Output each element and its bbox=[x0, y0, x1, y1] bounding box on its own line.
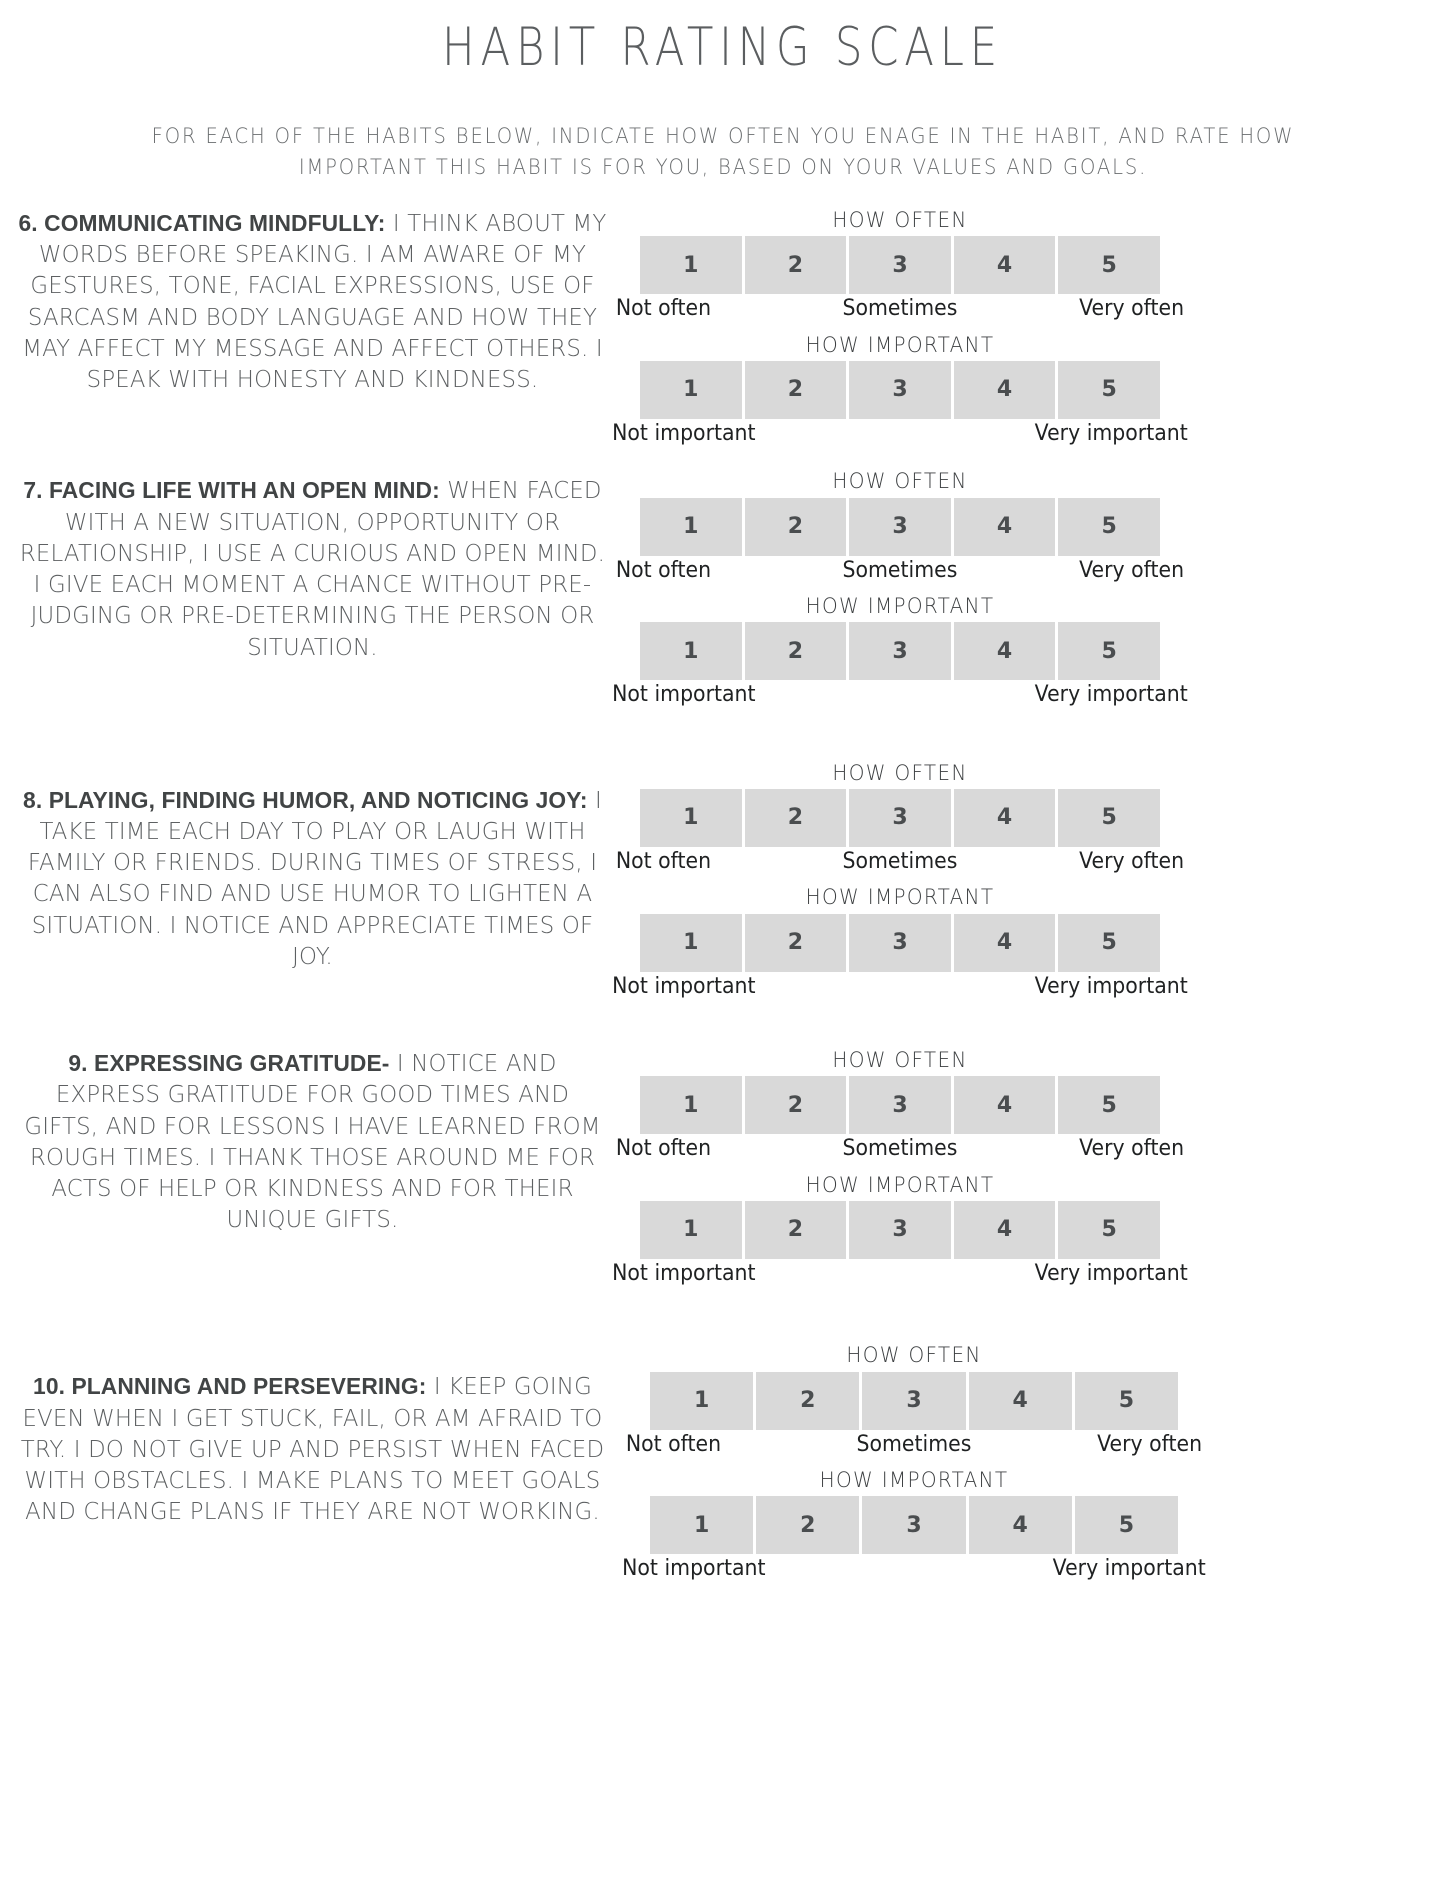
scale-block-important bbox=[622, 1468, 1206, 1583]
scale-cell-important-2[interactable]: 2 bbox=[745, 361, 847, 419]
scale-cell-often-1[interactable]: 1 bbox=[640, 498, 742, 556]
legend-very-often: Very often bbox=[1097, 1431, 1203, 1457]
scale-cell-important-1[interactable]: 1 bbox=[640, 622, 742, 680]
scale-cell-important-4[interactable]: 4 bbox=[954, 361, 1056, 419]
habit-title: PLANNING AND PERSEVERING: bbox=[71, 1373, 427, 1400]
habit-number: 9. bbox=[68, 1050, 88, 1077]
legend-not-important: Not important bbox=[612, 682, 756, 708]
habit-number: 10. bbox=[33, 1373, 66, 1400]
legend-not-often: Not often bbox=[625, 1431, 722, 1457]
legend-not-important: Not important bbox=[612, 1260, 756, 1286]
scale-cell-important-5[interactable]: 5 bbox=[1058, 361, 1160, 419]
legend-not-often: Not often bbox=[615, 557, 712, 583]
scale-legend-often bbox=[615, 556, 1185, 585]
habit-body: I TAKE TIME EACH DAY TO PLAY OR LAUGH WITH FAMILY OR FRIENDS. DURING TIMES OF STRESS, I CAN ALSO FIND AND USE HUMOR TO LIGHTEN A SITUATION. I NOTICE AND APPRECIATE TIMES OF JOY. bbox=[27, 785, 602, 970]
scale-legend-important bbox=[612, 1259, 1188, 1288]
scale-cell-often-4[interactable]: 4 bbox=[954, 789, 1056, 847]
habit-row bbox=[0, 469, 1445, 708]
scale-block-important bbox=[612, 885, 1188, 1000]
legend-not-often: Not often bbox=[615, 1136, 712, 1162]
legend-not-important: Not important bbox=[622, 1556, 766, 1582]
scale-cell-often-1[interactable]: 1 bbox=[640, 1076, 742, 1134]
scale-cell-important-5[interactable]: 5 bbox=[1058, 914, 1160, 972]
scale-cell-important-5[interactable]: 5 bbox=[1058, 1201, 1160, 1259]
scale-cell-often-3[interactable]: 3 bbox=[849, 1076, 951, 1134]
scale-cell-important-2[interactable]: 2 bbox=[756, 1496, 859, 1554]
page-title: HABIT RATING SCALE bbox=[442, 17, 1003, 78]
scale-block-often bbox=[625, 1343, 1203, 1458]
legend-sometimes: Sometimes bbox=[842, 848, 958, 874]
scale-block-important bbox=[612, 332, 1188, 448]
scale-table-often[interactable] bbox=[640, 236, 1160, 294]
scale-block-often bbox=[615, 207, 1185, 323]
legend-sometimes: Sometimes bbox=[856, 1431, 972, 1457]
scale-cell-often-2[interactable]: 2 bbox=[756, 1372, 859, 1430]
scale-table-important[interactable] bbox=[650, 1496, 1178, 1554]
scale-cell-often-2[interactable]: 2 bbox=[745, 498, 847, 556]
scale-cell-important-5[interactable]: 5 bbox=[1075, 1496, 1178, 1554]
habit-body: WHEN FACED WITH A NEW SITUATION, OPPORTUNITY OR RELATIONSHIP, I USE A CURIOUS AND OPEN MIND. I GIVE EACH MOMENT A CHANCE WITHOUT PRE-JUDGING OR PRE-DETERMINING THE PERSON OR SITUATION. bbox=[19, 476, 606, 661]
scale-cell-often-4[interactable]: 4 bbox=[969, 1372, 1072, 1430]
scale-legend-important bbox=[612, 680, 1188, 709]
how-important-caption: HOW IMPORTANT bbox=[805, 885, 995, 910]
habit-title: PLAYING, FINDING HUMOR, AND NOTICING JOY: bbox=[48, 786, 588, 813]
legend-not-often: Not often bbox=[615, 848, 712, 874]
habit-number: 7. bbox=[23, 477, 43, 504]
scale-block-often bbox=[615, 469, 1185, 584]
scale-table-important[interactable] bbox=[640, 1201, 1160, 1259]
legend-very-important: Very important bbox=[1034, 1260, 1188, 1286]
how-often-caption: HOW OFTEN bbox=[832, 1048, 968, 1073]
legend-very-often: Very often bbox=[1079, 557, 1185, 583]
scale-cell-important-2[interactable]: 2 bbox=[745, 914, 847, 972]
how-important-caption: HOW IMPORTANT bbox=[819, 1468, 1009, 1493]
habit-title: FACING LIFE WITH AN OPEN MIND: bbox=[48, 477, 440, 504]
scale-cell-often-3[interactable]: 3 bbox=[862, 1372, 965, 1430]
legend-not-important: Not important bbox=[612, 973, 756, 999]
scale-legend-important bbox=[622, 1554, 1206, 1583]
legend-very-important: Very important bbox=[1034, 682, 1188, 708]
habit-rating-sheet bbox=[0, 18, 1445, 1583]
legend-very-important: Very important bbox=[1034, 420, 1188, 446]
legend-not-important: Not important bbox=[612, 420, 756, 446]
legend-very-important: Very important bbox=[1034, 973, 1188, 999]
habit-description-10 bbox=[9, 1371, 615, 1527]
habit-row bbox=[0, 1048, 1445, 1287]
scale-cell-often-5[interactable]: 5 bbox=[1058, 1076, 1160, 1134]
scale-cell-important-3[interactable]: 3 bbox=[862, 1496, 965, 1554]
habit-description-9 bbox=[9, 1048, 615, 1236]
scale-cell-often-1[interactable]: 1 bbox=[650, 1372, 753, 1430]
habit-title: EXPRESSING GRATITUDE- bbox=[94, 1050, 390, 1077]
legend-very-important: Very important bbox=[1052, 1556, 1206, 1582]
scale-cell-often-5[interactable]: 5 bbox=[1058, 498, 1160, 556]
habit-list bbox=[0, 208, 1445, 1583]
scale-legend-often bbox=[625, 1430, 1203, 1459]
scale-cell-often-3[interactable]: 3 bbox=[849, 498, 951, 556]
habit-row bbox=[0, 761, 1445, 1000]
scale-cell-often-2[interactable]: 2 bbox=[745, 1076, 847, 1134]
how-often-caption: HOW OFTEN bbox=[832, 469, 968, 494]
scale-spacer bbox=[625, 584, 1445, 594]
page-subtitle: FOR EACH OF THE HABITS BELOW, INDICATE HOW OFTEN YOU ENAGE IN THE HABIT, AND RATE HOW IMPORTANT THIS HABIT IS FOR YOU, BASED ON YOUR VALUES AND GOALS. bbox=[151, 123, 1294, 180]
how-important-caption: HOW IMPORTANT bbox=[805, 1172, 995, 1197]
scale-legend-important bbox=[612, 972, 1188, 1001]
scale-legend-often bbox=[615, 847, 1185, 876]
habit-scales bbox=[622, 1343, 1445, 1582]
scale-cell-often-4[interactable]: 4 bbox=[954, 498, 1056, 556]
legend-not-often: Not often bbox=[615, 296, 712, 322]
scale-cell-important-3[interactable]: 3 bbox=[849, 1201, 951, 1259]
scale-legend-important bbox=[612, 419, 1188, 448]
habit-body: I KEEP GOING EVEN WHEN I GET STUCK, FAIL, OR AM AFRAID TO TRY. I DO NOT GIVE UP AND PERSIST WHEN FACED WITH OBSTACLES. I MAKE PLANS TO MEET GOALS AND CHANGE PLANS IF THEY ARE NOT WORKING. bbox=[20, 1372, 605, 1526]
scale-cell-important-4[interactable]: 4 bbox=[954, 914, 1056, 972]
habit-scales bbox=[612, 207, 1445, 447]
habit-description-7 bbox=[9, 475, 615, 663]
habit-heading bbox=[68, 1050, 389, 1076]
scale-cell-often-5[interactable]: 5 bbox=[1058, 236, 1160, 294]
scale-cell-often-1[interactable]: 1 bbox=[640, 789, 742, 847]
habit-title: COMMUNICATING MINDFULLY: bbox=[44, 209, 386, 236]
scale-cell-often-4[interactable]: 4 bbox=[954, 236, 1056, 294]
scale-cell-often-3[interactable]: 3 bbox=[849, 236, 951, 294]
habit-scales bbox=[612, 1048, 1445, 1287]
scale-cell-often-4[interactable]: 4 bbox=[954, 1076, 1056, 1134]
habit-body: I NOTICE AND EXPRESS GRATITUDE FOR GOOD TIMES AND GIFTS, AND FOR LESSONS I HAVE LEARNED FROM ROUGH TIMES. I THANK THOSE AROUND ME FOR ACTS OF HELP OR KINDNESS AND FOR THEIR UNIQUE GIFTS. bbox=[24, 1049, 601, 1234]
scale-table-often[interactable] bbox=[650, 1372, 1178, 1430]
scale-table-often[interactable] bbox=[640, 1076, 1160, 1134]
scale-cell-often-3[interactable]: 3 bbox=[849, 789, 951, 847]
scale-block-important bbox=[612, 594, 1188, 709]
scale-spacer bbox=[625, 875, 1445, 885]
scale-cell-important-4[interactable]: 4 bbox=[954, 1201, 1056, 1259]
scale-spacer bbox=[625, 1458, 1445, 1468]
habit-number: 8. bbox=[23, 786, 43, 813]
scale-block-important bbox=[612, 1172, 1188, 1288]
scale-table-often[interactable] bbox=[640, 498, 1160, 556]
scale-cell-important-4[interactable]: 4 bbox=[954, 622, 1056, 680]
how-often-caption: HOW OFTEN bbox=[832, 760, 968, 785]
habit-row bbox=[0, 208, 1445, 447]
legend-very-often: Very often bbox=[1079, 296, 1185, 322]
how-important-caption: HOW IMPORTANT bbox=[805, 594, 995, 618]
habit-row bbox=[0, 1343, 1445, 1582]
habit-description-6 bbox=[9, 208, 615, 396]
scale-cell-important-2[interactable]: 2 bbox=[745, 622, 847, 680]
how-important-caption: HOW IMPORTANT bbox=[805, 332, 995, 357]
scale-legend-often bbox=[615, 294, 1185, 323]
how-often-caption: HOW OFTEN bbox=[832, 207, 968, 232]
scale-block-often bbox=[615, 760, 1185, 876]
how-often-caption: HOW OFTEN bbox=[846, 1343, 982, 1368]
scale-spacer bbox=[625, 1163, 1445, 1173]
legend-sometimes: Sometimes bbox=[842, 1136, 958, 1162]
scale-cell-important-1[interactable]: 1 bbox=[640, 1201, 742, 1259]
scale-cell-important-3[interactable]: 3 bbox=[849, 361, 951, 419]
scale-table-important[interactable] bbox=[640, 361, 1160, 419]
scale-cell-important-4[interactable]: 4 bbox=[969, 1496, 1072, 1554]
habit-heading bbox=[33, 1373, 426, 1399]
legend-sometimes: Sometimes bbox=[842, 296, 958, 322]
scale-table-important[interactable] bbox=[640, 622, 1160, 680]
scale-block-often bbox=[615, 1048, 1185, 1163]
scale-cell-important-1[interactable]: 1 bbox=[650, 1496, 753, 1554]
scale-legend-often bbox=[615, 1134, 1185, 1163]
scale-cell-important-3[interactable]: 3 bbox=[849, 622, 951, 680]
habit-scales bbox=[612, 760, 1445, 1000]
legend-sometimes: Sometimes bbox=[842, 557, 958, 583]
habit-body: I THINK ABOUT MY WORDS BEFORE SPEAKING. I AM AWARE OF MY GESTURES, TONE, FACIAL EXPRESSIONS, USE OF SARCASM AND BODY LANGUAGE AND HOW THEY MAY AFFECT MY MESSAGE AND AFFECT OTHERS. I SPEAK WITH HONESTY AND KINDNESS. bbox=[22, 208, 607, 394]
scale-cell-often-5[interactable]: 5 bbox=[1058, 789, 1160, 847]
scale-cell-important-1[interactable]: 1 bbox=[640, 914, 742, 972]
habit-heading bbox=[23, 477, 439, 503]
habit-heading bbox=[18, 210, 385, 236]
scale-cell-often-1[interactable]: 1 bbox=[640, 236, 742, 294]
scale-cell-important-2[interactable]: 2 bbox=[745, 1201, 847, 1259]
scale-spacer bbox=[625, 323, 1445, 333]
habit-heading bbox=[23, 787, 588, 813]
scale-cell-important-1[interactable]: 1 bbox=[640, 361, 742, 419]
scale-cell-important-5[interactable]: 5 bbox=[1058, 622, 1160, 680]
habit-number: 6. bbox=[18, 209, 38, 236]
legend-very-often: Very often bbox=[1079, 1136, 1185, 1162]
habit-description-8 bbox=[9, 785, 615, 973]
habit-scales bbox=[612, 469, 1445, 708]
scale-cell-often-2[interactable]: 2 bbox=[745, 789, 847, 847]
legend-very-often: Very often bbox=[1079, 848, 1185, 874]
scale-cell-important-3[interactable]: 3 bbox=[849, 914, 951, 972]
scale-cell-often-2[interactable]: 2 bbox=[745, 236, 847, 294]
scale-table-important[interactable] bbox=[640, 914, 1160, 972]
scale-table-often[interactable] bbox=[640, 789, 1160, 847]
scale-cell-often-5[interactable]: 5 bbox=[1075, 1372, 1178, 1430]
